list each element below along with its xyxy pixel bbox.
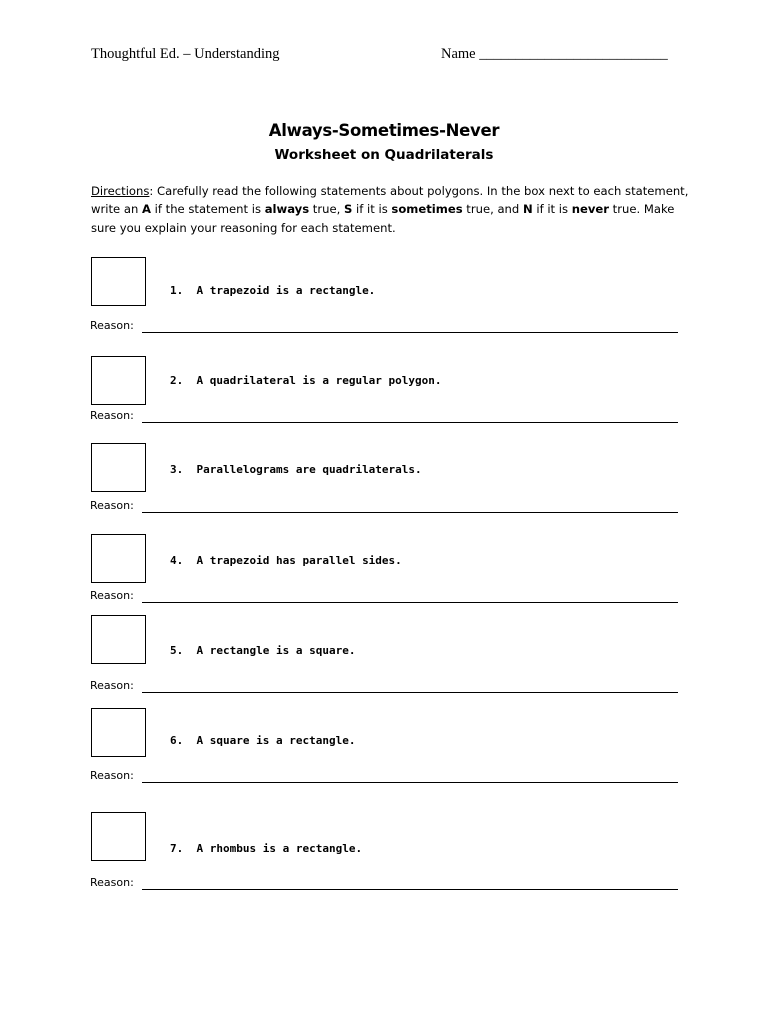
reason-label: Reason: [90,499,134,512]
statement-6 [170,734,355,747]
reason-line-5[interactable] [142,692,678,693]
answer-box-3[interactable] [91,443,146,492]
directions-label: Directions [91,184,150,198]
reason-label: Reason: [90,876,134,889]
statement-number: 6. [170,734,184,747]
statement-4 [170,554,402,567]
statement-text: A rectangle is a square. [196,644,356,657]
reason-row-2 [90,409,678,425]
statement-text: A trapezoid has parallel sides. [196,554,402,567]
statement-7 [170,842,362,855]
reason-row-4 [90,589,678,605]
reason-line-4[interactable] [142,602,678,603]
worksheet-title: Always-Sometimes-Never [268,121,500,140]
directions-word-sometimes: sometimes [391,202,463,217]
header-course-title: Thoughtful Ed. – Understanding [91,46,280,62]
reason-label: Reason: [90,679,134,692]
answer-box-7[interactable] [91,812,146,861]
reason-row-1 [90,319,678,335]
statement-number: 4. [170,554,184,567]
statement-text: A trapezoid is a rectangle. [196,284,376,297]
statement-number: 7. [170,842,184,855]
statement-number: 1. [170,284,184,297]
directions-text-6: if it is [532,202,572,217]
header-name-line: Name __________________________ [441,46,668,62]
statement-text: A quadrilateral is a regular polygon. [196,374,442,387]
directions-word-never: never [571,202,609,217]
directions-text-7: true. Make sure you explain your reasoning for each statement. [91,202,675,235]
reason-line-7[interactable] [142,889,678,890]
statement-1 [170,284,375,297]
directions-text-3: true, [309,202,344,217]
answer-box-5[interactable] [91,615,146,664]
directions-letter-n: N [522,202,533,217]
answer-box-2[interactable] [91,356,146,405]
reason-row-6 [90,769,678,785]
reason-line-3[interactable] [142,512,678,513]
statement-text: A square is a rectangle. [196,734,356,747]
reason-line-2[interactable] [142,422,678,423]
directions-text-2: if the statement is [150,202,265,217]
reason-row-7 [90,876,678,892]
directions-paragraph [91,182,691,237]
directions-text-5: true, and [462,202,523,217]
reason-row-3 [90,499,678,515]
directions-letter-a: A [141,202,151,217]
reason-label: Reason: [90,409,134,422]
statement-number: 3. [170,463,184,476]
reason-label: Reason: [90,769,134,782]
directions-text-4: if it is [352,202,392,217]
worksheet-subtitle: Worksheet on Quadrilaterals [274,147,494,163]
reason-label: Reason: [90,589,134,602]
statement-text: Parallelograms are quadrilaterals. [196,463,422,476]
directions-letter-s: S [343,202,353,217]
directions-word-always: always [264,202,310,217]
answer-box-4[interactable] [91,534,146,583]
reason-line-6[interactable] [142,782,678,783]
directions-text-1: : Carefully read the following statements about polygons. In the box next to each statement, write an [91,184,689,217]
statement-5 [170,644,355,657]
reason-label: Reason: [90,319,134,332]
statement-2 [170,374,442,387]
answer-box-6[interactable] [91,708,146,757]
reason-row-5 [90,679,678,695]
statement-number: 5. [170,644,184,657]
answer-box-1[interactable] [91,257,146,306]
statement-text: A rhombus is a rectangle. [196,842,363,855]
statement-number: 2. [170,374,184,387]
statement-3 [170,463,422,476]
reason-line-1[interactable] [142,332,678,333]
